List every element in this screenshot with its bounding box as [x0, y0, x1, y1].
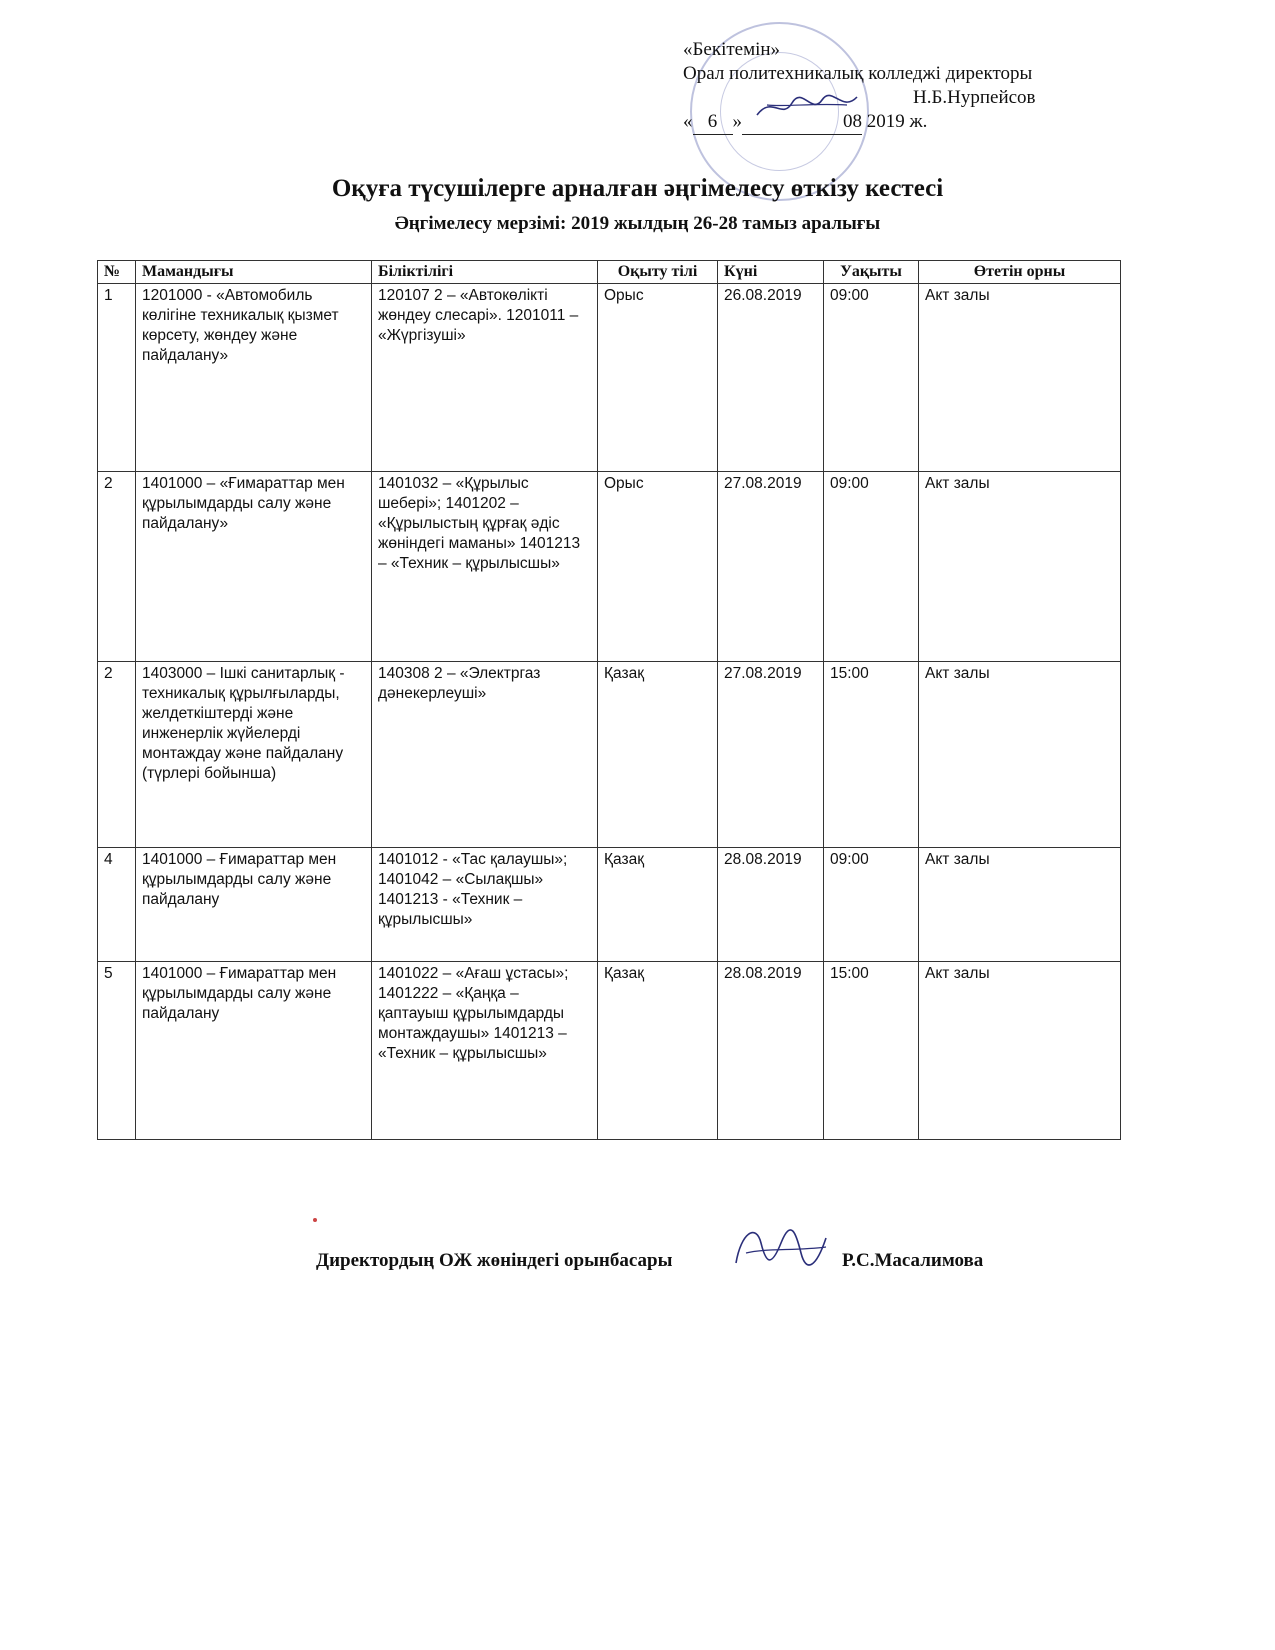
row-language: Қазақ — [598, 962, 718, 1140]
date-day: 6 — [693, 110, 733, 135]
date-quote-close: » — [732, 111, 742, 132]
row-specialty: 1403000 – Ішкі санитарлық - техникалық құрылғыларды, желдеткіштерді және инженерлік жүйелерді монтаждау және пайдалану (түрлері бойынша) — [136, 662, 372, 848]
row-specialty: 1201000 - «Автомобиль көлігіне техникалық қызмет көрсету, жөндеу және пайдалану» — [136, 284, 372, 472]
row-specialty: 1401000 – Ғимараттар мен құрылымдарды салу және пайдалану — [136, 848, 372, 962]
signature-footer — [316, 1250, 1016, 1272]
document-title: Оқуға түсушілерге арналған әңгімелесу өткізу кестесі — [331, 175, 944, 202]
header-number: № — [98, 261, 136, 284]
row-place: Акт залы — [919, 848, 1121, 962]
row-date: 28.08.2019 — [718, 848, 824, 962]
approval-heading: «Бекітемін» — [683, 39, 781, 60]
row-date: 27.08.2019 — [718, 662, 824, 848]
row-number: 1 — [98, 284, 136, 472]
table-row — [98, 962, 1121, 1140]
row-language: Орыс — [598, 284, 718, 472]
table-row — [98, 284, 1121, 472]
date-year: 2019 ж. — [866, 111, 928, 132]
row-qualification: 120107 2 – «Автокөлікті жөндеу слесарі». 1201011 – «Жүргізуші» — [372, 284, 598, 472]
deputy-position: Директордың ОЖ жөніндегі орынбасары — [316, 1250, 673, 1271]
approval-block — [683, 38, 1123, 135]
table-row — [98, 472, 1121, 662]
table-row — [98, 848, 1121, 962]
document-subtitle: Әңгімелесу мерзімі: 2019 жылдың 26-28 тамыз аралығы — [394, 213, 881, 234]
row-language: Қазақ — [598, 848, 718, 962]
row-number: 2 — [98, 472, 136, 662]
row-place: Акт залы — [919, 284, 1121, 472]
header-time: Уақыты — [824, 261, 919, 284]
row-qualification: 1401012 - «Тас қалаушы»; 1401042 – «Сылақшы» 1401213 - «Техник – құрылысшы» — [372, 848, 598, 962]
row-language: Орыс — [598, 472, 718, 662]
row-time: 09:00 — [824, 284, 919, 472]
row-qualification: 140308 2 – «Электргаз дәнекерлеуші» — [372, 662, 598, 848]
approval-position: Орал политехникалық колледжі директоры — [683, 63, 1033, 84]
table-row — [98, 662, 1121, 848]
row-number: 4 — [98, 848, 136, 962]
table-header-row — [98, 261, 1121, 284]
header-date: Күні — [718, 261, 824, 284]
row-specialty: 1401000 – Ғимараттар мен құрылымдарды салу және пайдалану — [136, 962, 372, 1140]
header-qualification: Біліктілігі — [372, 261, 598, 284]
row-place: Акт залы — [919, 662, 1121, 848]
date-month: 08 — [742, 110, 862, 135]
row-number: 5 — [98, 962, 136, 1140]
row-language: Қазақ — [598, 662, 718, 848]
row-time: 15:00 — [824, 662, 919, 848]
row-time: 09:00 — [824, 472, 919, 662]
row-qualification: 1401022 – «Ағаш ұстасы»; 1401222 – «Қаңқа – қаптауыш құрылымдарды монтаждаушы» 1401213 – «Техник – құрылысшы» — [372, 962, 598, 1140]
header-specialty: Мамандығы — [136, 261, 372, 284]
ink-mark — [313, 1218, 317, 1222]
schedule-table — [97, 260, 1121, 1140]
header-place: Өтетін орны — [919, 261, 1121, 284]
row-date: 27.08.2019 — [718, 472, 824, 662]
row-place: Акт залы — [919, 472, 1121, 662]
row-number: 2 — [98, 662, 136, 848]
date-quote-open: « — [683, 111, 693, 132]
row-time: 09:00 — [824, 848, 919, 962]
header-language: Оқыту тілі — [598, 261, 718, 284]
row-date: 28.08.2019 — [718, 962, 824, 1140]
row-qualification: 1401032 – «Құрылыс шебері»; 1401202 – «Құрылыстың құрғақ әдіс жөніндегі маманы» 1401213 – «Техник – құрылысшы» — [372, 472, 598, 662]
row-date: 26.08.2019 — [718, 284, 824, 472]
row-place: Акт залы — [919, 962, 1121, 1140]
director-name: Н.Б.Нурпейсов — [913, 87, 1036, 108]
row-time: 15:00 — [824, 962, 919, 1140]
row-specialty: 1401000 – «Ғимараттар мен құрылымдарды салу және пайдалану» — [136, 472, 372, 662]
deputy-signature — [726, 1213, 836, 1283]
deputy-name: Р.С.Масалимова — [842, 1250, 984, 1271]
approval-date — [683, 110, 1123, 135]
